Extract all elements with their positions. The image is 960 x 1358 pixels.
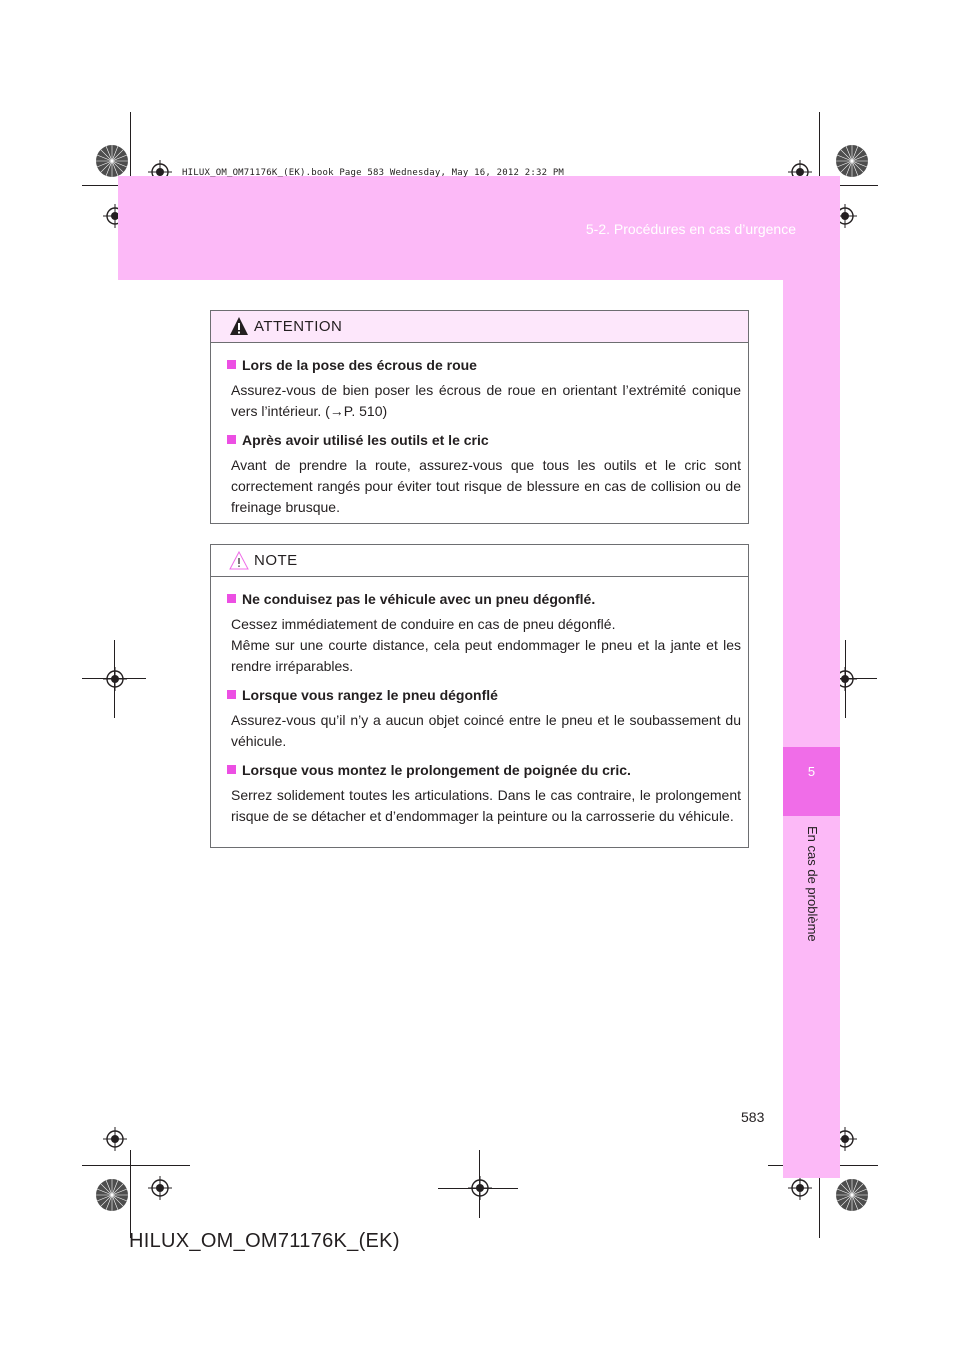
crop-mark bbox=[130, 1150, 131, 1238]
note-item-text: Cessez immédiatement de conduire en cas de pneu dégonflé. Même sur une courte distance, cela peut endommager le pneu et la jante et les rendre irréparables. bbox=[231, 616, 741, 674]
page-number: 583 bbox=[741, 1109, 765, 1125]
note-body bbox=[211, 577, 748, 827]
attention-item-heading: Après avoir utilisé les outils et le cric bbox=[227, 430, 741, 451]
bullet-square-icon bbox=[227, 594, 236, 603]
note-item-heading: Lorsque vous rangez le pneu dégonflé bbox=[227, 685, 741, 706]
note-header bbox=[211, 545, 748, 577]
attention-title: ATTENTION bbox=[254, 318, 343, 335]
registration-mark-icon bbox=[468, 1176, 492, 1200]
chapter-tab bbox=[783, 747, 840, 816]
registration-mark-icon bbox=[788, 1176, 812, 1200]
color-rosette-icon bbox=[95, 1178, 129, 1212]
registration-mark-icon bbox=[103, 1127, 127, 1151]
attention-header bbox=[211, 311, 748, 343]
note-item-text: Assurez-vous qu’il n’y a aucun objet coincé entre le pneu et le soubassement du véhicule. bbox=[231, 712, 741, 749]
registration-mark-icon bbox=[103, 667, 127, 691]
note-box bbox=[210, 544, 749, 848]
attention-item-text: Assurez-vous de bien poser les écrous de roue en orientant l’extrémité conique vers l’intérieur. (→P. 510) bbox=[231, 382, 741, 419]
chapter-title: En cas de problème bbox=[805, 826, 820, 942]
color-rosette-icon bbox=[95, 144, 129, 178]
note-title: NOTE bbox=[254, 552, 298, 569]
attention-body bbox=[211, 343, 748, 518]
warning-triangle-icon bbox=[229, 316, 249, 336]
bullet-square-icon bbox=[227, 435, 236, 444]
document-code: HILUX_OM_OM71176K_(EK) bbox=[129, 1230, 400, 1252]
attention-box bbox=[210, 310, 749, 524]
bullet-square-icon bbox=[227, 360, 236, 369]
registration-mark-icon bbox=[148, 1176, 172, 1200]
warning-outline-icon bbox=[229, 550, 249, 570]
side-band bbox=[783, 280, 840, 1178]
note-item-heading: Ne conduisez pas le véhicule avec un pneu dégonflé. bbox=[227, 589, 741, 610]
note-item-heading: Lorsque vous montez le prolongement de poignée du cric. bbox=[227, 760, 741, 781]
section-title: 5-2. Procédures en cas d’urgence bbox=[585, 221, 796, 237]
color-rosette-icon bbox=[835, 1178, 869, 1212]
attention-item-text: Avant de prendre la route, assurez-vous que tous les outils et le cric sont correctement rangés pour éviter tout risque de blessure en cas de collision ou de freinage brusque. bbox=[231, 457, 741, 515]
chapter-number: 5 bbox=[807, 764, 816, 779]
crop-mark bbox=[82, 1165, 190, 1166]
bullet-square-icon bbox=[227, 765, 236, 774]
color-rosette-icon bbox=[835, 144, 869, 178]
attention-item-heading: Lors de la pose des écrous de roue bbox=[227, 355, 741, 376]
bullet-square-icon bbox=[227, 690, 236, 699]
note-item-text: Serrez solidement toutes les articulations. Dans le cas contraire, le prolongement risque de se détacher et d’endommager la peinture ou la carrosserie du véhicule. bbox=[231, 787, 741, 824]
book-info-line: HILUX_OM_OM71176K_(EK).book Page 583 Wednesday, May 16, 2012 2:32 PM bbox=[182, 168, 565, 178]
